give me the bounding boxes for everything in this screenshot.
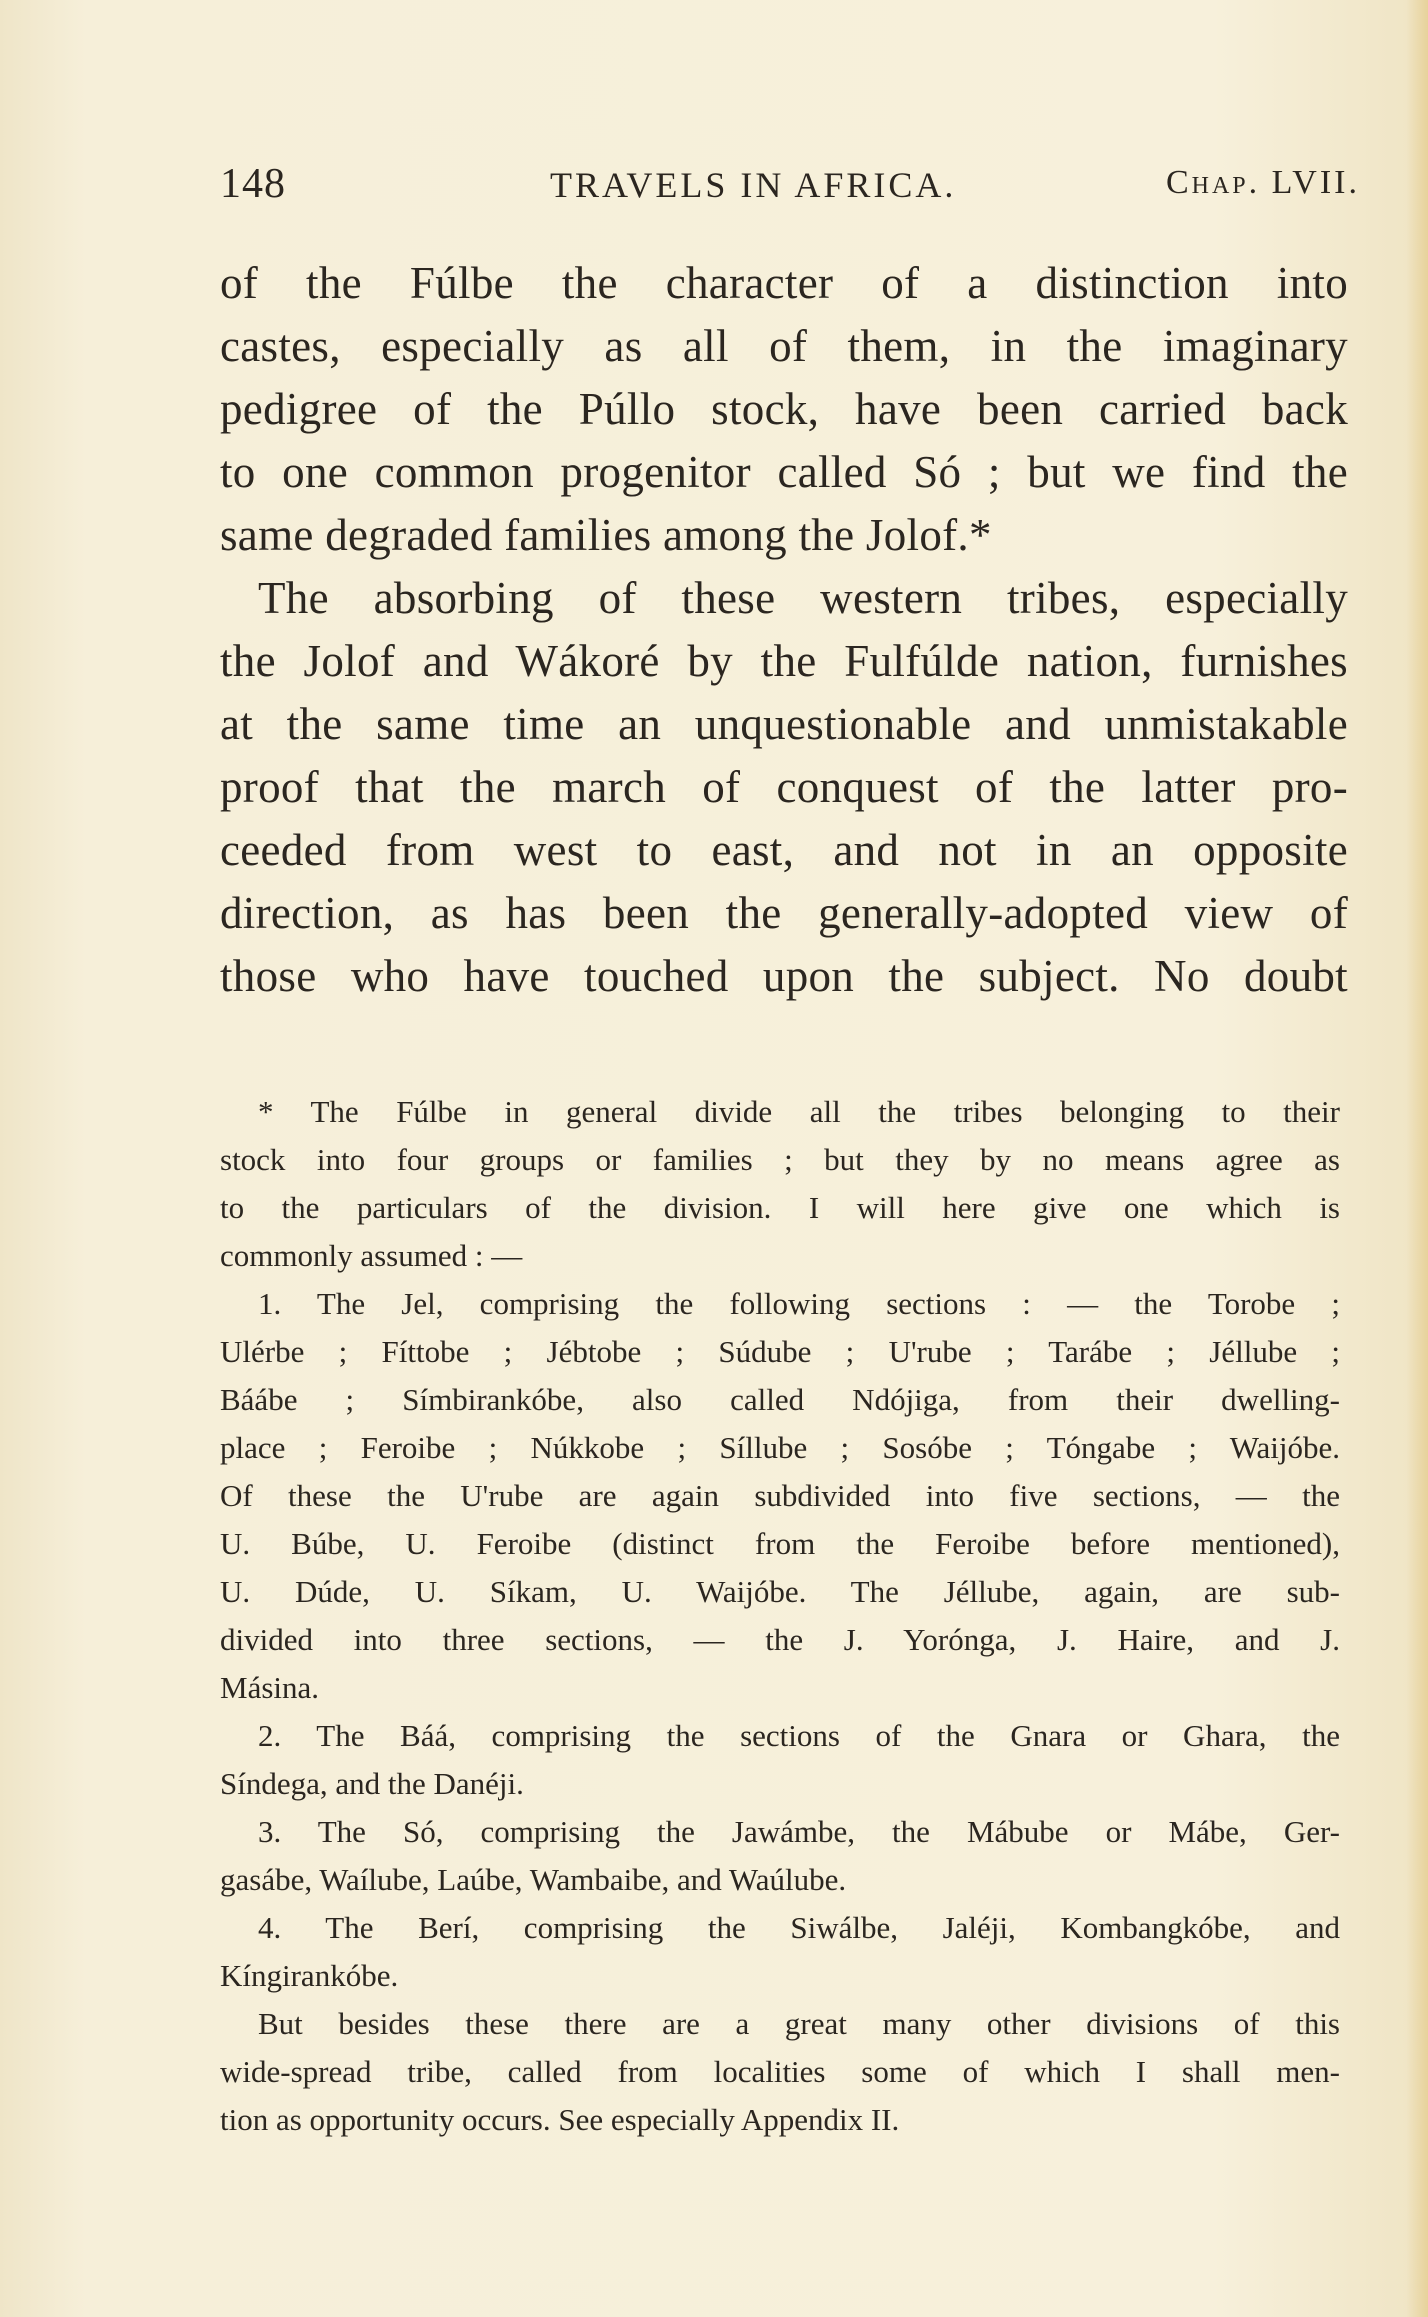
text-line: same degraded families among the Jolof.* [220,510,992,560]
footnote-line: Ulérbe ; Fíttobe ; Jébtobe ; Súdube ; U'rube ; Tarábe ; Jéllube ; [220,1334,1340,1369]
footnote-line: Síndega, and the Danéji. [220,1766,524,1801]
footnote-line: U. Búbe, U. Feroibe (distinct from the Feroibe before mentioned), [220,1526,1340,1561]
main-text [220,252,1348,1008]
footnote-line: Of these the U'rube are again subdivided into five sections, — the [220,1478,1340,1513]
text-line: pedigree of the Púllo stock, have been carried back [220,384,1348,434]
footnote-line: 2. The Báá, comprising the sections of the Gnara or Ghara, the [258,1718,1340,1753]
footnote-line: 3. The Só, comprising the Jawámbe, the Mábube or Mábe, Ger- [258,1814,1340,1849]
footnote-line: wide-spread tribe, called from localities some of which I shall men- [220,2054,1340,2089]
footnote-line: divided into three sections, — the J. Yorónga, J. Haire, and J. [220,1622,1340,1657]
text-line: at the same time an unquestionable and unmistakable [220,699,1348,749]
footnote [220,1088,1340,2144]
text-line: direction, as has been the generally-adopted view of [220,888,1348,938]
text-line: ceeded from west to east, and not in an opposite [220,825,1348,875]
text-line: castes, especially as all of them, in the imaginary [220,321,1348,371]
footnote-line: * The Fúlbe in general divide all the tribes belonging to their [258,1094,1340,1129]
text-line: of the Fúlbe the character of a distinction into [220,258,1348,308]
footnote-line: place ; Feroibe ; Núkkobe ; Síllube ; Sosóbe ; Tóngabe ; Waijóbe. [220,1430,1340,1465]
page-edge-shadow [1406,0,1428,2317]
footnote-line: 4. The Berí, comprising the Siwálbe, Jaléji, Kombangkóbe, and [258,1910,1340,1945]
page-header [220,160,1360,220]
text-line: proof that the march of conquest of the latter pro- [220,762,1348,812]
text-line: The absorbing of these western tribes, especially [258,573,1348,623]
footnote-line: to the particulars of the division. I will here give one which is [220,1190,1340,1225]
footnote-line: Másina. [220,1670,320,1705]
footnote-line: Kíngirankóbe. [220,1958,399,1993]
page-number: 148 [220,161,286,207]
footnote-line: But besides these there are a great many other divisions of this [258,2006,1340,2041]
footnote-line: Báábe ; Símbirankóbe, also called Ndójiga, from their dwelling- [220,1382,1340,1417]
footnote-line: 1. The Jel, comprising the following sections : — the Torobe ; [258,1286,1340,1321]
running-title: TRAVELS IN AFRICA. [550,165,957,205]
text-line: those who have touched upon the subject. No doubt [220,951,1348,1001]
text-line: the Jolof and Wákoré by the Fulfúlde nation, furnishes [220,636,1348,686]
footnote-line: tion as opportunity occurs. See especially Appendix II. [220,2102,900,2137]
text-line: to one common progenitor called Só ; but we find the [220,447,1348,497]
chapter-label: Chap. LVII. [1165,164,1360,201]
footnote-line: stock into four groups or families ; but they by no means agree as [220,1142,1340,1177]
footnote-line: U. Dúde, U. Síkam, U. Waijóbe. The Jéllube, again, are sub- [220,1574,1340,1609]
footnote-line: commonly assumed : — [220,1238,523,1273]
footnote-line: gasábe, Waílube, Laúbe, Wambaibe, and Waúlube. [220,1862,847,1897]
